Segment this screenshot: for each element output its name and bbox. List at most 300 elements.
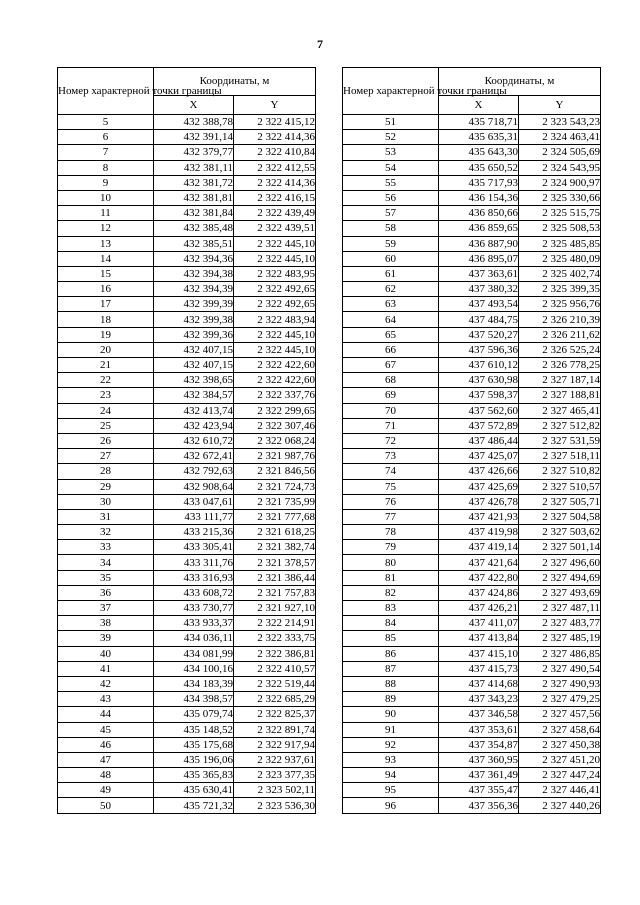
table-row: [343, 540, 601, 555]
y-coordinate-cell: 2 326 525,24: [519, 342, 601, 357]
x-coordinate-cell: 436 895,07: [439, 251, 519, 266]
table-row: [343, 676, 601, 691]
y-coordinate-cell: 2 322 445,10: [234, 236, 316, 251]
x-coordinate-cell: 432 398,65: [154, 373, 234, 388]
y-coordinate-cell: 2 327 501,14: [519, 540, 601, 555]
point-number-cell: 61: [343, 266, 439, 281]
table-row: [58, 707, 316, 722]
header-x: X: [439, 95, 519, 114]
header-coordinates: Координаты, м: [154, 68, 316, 96]
point-number-cell: 34: [58, 555, 154, 570]
table-row: [343, 282, 601, 297]
y-coordinate-cell: 2 325 485,85: [519, 236, 601, 251]
point-number-cell: 75: [343, 479, 439, 494]
table-row: [58, 266, 316, 281]
table-row: [343, 342, 601, 357]
x-coordinate-cell: 437 425,07: [439, 449, 519, 464]
x-coordinate-cell: 437 419,14: [439, 540, 519, 555]
x-coordinate-cell: 432 379,77: [154, 145, 234, 160]
x-coordinate-cell: 436 859,65: [439, 221, 519, 236]
y-coordinate-cell: 2 322 414,36: [234, 130, 316, 145]
y-coordinate-cell: 2 322 410,84: [234, 145, 316, 160]
table-row: [58, 449, 316, 464]
point-number-cell: 15: [58, 266, 154, 281]
table-row: [343, 145, 601, 160]
point-number-cell: 53: [343, 145, 439, 160]
x-coordinate-cell: 432 381,81: [154, 190, 234, 205]
x-coordinate-cell: 432 381,11: [154, 160, 234, 175]
point-number-cell: 67: [343, 358, 439, 373]
table-row: [343, 646, 601, 661]
point-number-cell: 40: [58, 646, 154, 661]
x-coordinate-cell: 437 346,58: [439, 707, 519, 722]
table-row: [58, 631, 316, 646]
table-row: [58, 327, 316, 342]
x-coordinate-cell: 437 426,66: [439, 464, 519, 479]
y-coordinate-cell: 2 325 399,35: [519, 282, 601, 297]
point-number-cell: 86: [343, 646, 439, 661]
y-coordinate-cell: 2 326 211,62: [519, 327, 601, 342]
table-row: [58, 358, 316, 373]
point-number-cell: 51: [343, 115, 439, 130]
table-row: [343, 403, 601, 418]
y-coordinate-cell: 2 327 465,41: [519, 403, 601, 418]
table-row: [343, 722, 601, 737]
y-coordinate-cell: 2 322 416,15: [234, 190, 316, 205]
x-coordinate-cell: 437 598,37: [439, 388, 519, 403]
table-row: [58, 646, 316, 661]
point-number-cell: 8: [58, 160, 154, 175]
y-coordinate-cell: 2 322 386,81: [234, 646, 316, 661]
table-row: [343, 783, 601, 798]
y-coordinate-cell: 2 327 512,82: [519, 418, 601, 433]
x-coordinate-cell: 432 908,64: [154, 479, 234, 494]
table-row: [58, 783, 316, 798]
point-number-cell: 89: [343, 692, 439, 707]
table-row: [343, 661, 601, 676]
point-number-cell: 14: [58, 251, 154, 266]
table-row: [58, 418, 316, 433]
table-row: [58, 221, 316, 236]
y-coordinate-cell: 2 321 987,76: [234, 449, 316, 464]
x-coordinate-cell: 437 361,49: [439, 768, 519, 783]
x-coordinate-cell: 437 630,98: [439, 373, 519, 388]
y-coordinate-cell: 2 327 485,19: [519, 631, 601, 646]
point-number-cell: 9: [58, 175, 154, 190]
point-number-cell: 45: [58, 722, 154, 737]
point-number-cell: 22: [58, 373, 154, 388]
table-row: [58, 342, 316, 357]
point-number-cell: 64: [343, 312, 439, 327]
x-coordinate-cell: 432 384,57: [154, 388, 234, 403]
x-coordinate-cell: 432 407,15: [154, 342, 234, 357]
table-row: [343, 373, 601, 388]
table-row: [343, 433, 601, 448]
point-number-cell: 44: [58, 707, 154, 722]
table-row: [58, 752, 316, 767]
point-number-cell: 95: [343, 783, 439, 798]
table-row: [343, 418, 601, 433]
table-row: [343, 236, 601, 251]
point-number-cell: 39: [58, 631, 154, 646]
x-coordinate-cell: 432 388,78: [154, 115, 234, 130]
table-row: [58, 130, 316, 145]
y-coordinate-cell: 2 324 543,95: [519, 160, 601, 175]
y-coordinate-cell: 2 322 492,65: [234, 297, 316, 312]
x-coordinate-cell: 437 353,61: [439, 722, 519, 737]
table-row: [58, 312, 316, 327]
x-coordinate-cell: 435 650,52: [439, 160, 519, 175]
x-coordinate-cell: 432 610,72: [154, 433, 234, 448]
point-number-cell: 35: [58, 570, 154, 585]
table-row: [343, 585, 601, 600]
y-coordinate-cell: 2 325 330,66: [519, 190, 601, 205]
x-coordinate-cell: 432 399,36: [154, 327, 234, 342]
point-number-cell: 49: [58, 783, 154, 798]
x-coordinate-cell: 437 596,36: [439, 342, 519, 357]
y-coordinate-cell: 2 322 439,51: [234, 221, 316, 236]
x-coordinate-cell: 432 394,38: [154, 266, 234, 281]
y-coordinate-cell: 2 322 068,24: [234, 433, 316, 448]
point-number-cell: 41: [58, 661, 154, 676]
x-coordinate-cell: 437 354,87: [439, 737, 519, 752]
y-coordinate-cell: 2 321 846,56: [234, 464, 316, 479]
x-coordinate-cell: 433 311,76: [154, 555, 234, 570]
y-coordinate-cell: 2 327 490,54: [519, 661, 601, 676]
point-number-cell: 72: [343, 433, 439, 448]
x-coordinate-cell: 435 643,30: [439, 145, 519, 160]
x-coordinate-cell: 435 079,74: [154, 707, 234, 722]
x-coordinate-cell: 433 608,72: [154, 585, 234, 600]
point-number-cell: 38: [58, 616, 154, 631]
y-coordinate-cell: 2 327 510,57: [519, 479, 601, 494]
y-coordinate-cell: 2 322 445,10: [234, 327, 316, 342]
table-row: [58, 115, 316, 130]
point-number-cell: 24: [58, 403, 154, 418]
table-row: [343, 464, 601, 479]
header-x: X: [154, 95, 234, 114]
y-coordinate-cell: 2 327 510,82: [519, 464, 601, 479]
point-number-cell: 46: [58, 737, 154, 752]
point-number-cell: 92: [343, 737, 439, 752]
table-row: [343, 768, 601, 783]
header-point-number: Номер характерной точки границы: [343, 68, 439, 115]
y-coordinate-cell: 2 325 402,74: [519, 266, 601, 281]
y-coordinate-cell: 2 327 504,58: [519, 509, 601, 524]
table-row: [58, 585, 316, 600]
point-number-cell: 33: [58, 540, 154, 555]
x-coordinate-cell: 433 111,77: [154, 509, 234, 524]
point-number-cell: 18: [58, 312, 154, 327]
point-number-cell: 68: [343, 373, 439, 388]
x-coordinate-cell: 433 215,36: [154, 525, 234, 540]
point-number-cell: 12: [58, 221, 154, 236]
table-row: [58, 601, 316, 616]
y-coordinate-cell: 2 322 412,55: [234, 160, 316, 175]
point-number-cell: 58: [343, 221, 439, 236]
point-number-cell: 94: [343, 768, 439, 783]
table-row: [58, 433, 316, 448]
x-coordinate-cell: 433 730,77: [154, 601, 234, 616]
point-number-cell: 85: [343, 631, 439, 646]
x-coordinate-cell: 435 630,41: [154, 783, 234, 798]
point-number-cell: 37: [58, 601, 154, 616]
point-number-cell: 25: [58, 418, 154, 433]
x-coordinate-cell: 437 484,75: [439, 312, 519, 327]
x-coordinate-cell: 432 381,84: [154, 206, 234, 221]
y-coordinate-cell: 2 327 487,11: [519, 601, 601, 616]
x-coordinate-cell: 437 422,80: [439, 570, 519, 585]
table-body-left: [58, 115, 316, 814]
y-coordinate-cell: 2 322 214,91: [234, 616, 316, 631]
table-row: [58, 175, 316, 190]
point-number-cell: 13: [58, 236, 154, 251]
y-coordinate-cell: 2 327 187,14: [519, 373, 601, 388]
y-coordinate-cell: 2 321 927,10: [234, 601, 316, 616]
point-number-cell: 79: [343, 540, 439, 555]
y-coordinate-cell: 2 321 386,44: [234, 570, 316, 585]
y-coordinate-cell: 2 322 337,76: [234, 388, 316, 403]
point-number-cell: 20: [58, 342, 154, 357]
point-number-cell: 54: [343, 160, 439, 175]
y-coordinate-cell: 2 327 518,11: [519, 449, 601, 464]
table-row: [343, 601, 601, 616]
point-number-cell: 63: [343, 297, 439, 312]
y-coordinate-cell: 2 323 543,23: [519, 115, 601, 130]
x-coordinate-cell: 433 316,93: [154, 570, 234, 585]
table-row: [343, 175, 601, 190]
y-coordinate-cell: 2 322 410,57: [234, 661, 316, 676]
table-row: [343, 525, 601, 540]
y-coordinate-cell: 2 322 917,94: [234, 737, 316, 752]
point-number-cell: 30: [58, 494, 154, 509]
x-coordinate-cell: 434 036,11: [154, 631, 234, 646]
x-coordinate-cell: 432 391,14: [154, 130, 234, 145]
point-number-cell: 55: [343, 175, 439, 190]
y-coordinate-cell: 2 327 496,60: [519, 555, 601, 570]
table-row: [343, 327, 601, 342]
y-coordinate-cell: 2 327 457,56: [519, 707, 601, 722]
x-coordinate-cell: 434 183,39: [154, 676, 234, 691]
x-coordinate-cell: 437 356,36: [439, 798, 519, 813]
y-coordinate-cell: 2 322 685,29: [234, 692, 316, 707]
y-coordinate-cell: 2 321 757,83: [234, 585, 316, 600]
coordinates-table-left: [57, 67, 316, 814]
point-number-cell: 10: [58, 190, 154, 205]
point-number-cell: 31: [58, 509, 154, 524]
table-row: [343, 737, 601, 752]
x-coordinate-cell: 433 933,37: [154, 616, 234, 631]
point-number-cell: 42: [58, 676, 154, 691]
x-coordinate-cell: 437 426,78: [439, 494, 519, 509]
table-row: [343, 707, 601, 722]
y-coordinate-cell: 2 327 188,81: [519, 388, 601, 403]
y-coordinate-cell: 2 322 483,94: [234, 312, 316, 327]
table-row: [58, 282, 316, 297]
y-coordinate-cell: 2 322 422,60: [234, 373, 316, 388]
table-row: [58, 160, 316, 175]
x-coordinate-cell: 432 413,74: [154, 403, 234, 418]
x-coordinate-cell: 432 407,15: [154, 358, 234, 373]
table-row: [58, 692, 316, 707]
table-row: [58, 206, 316, 221]
page-number: 7: [317, 37, 323, 51]
y-coordinate-cell: 2 325 508,53: [519, 221, 601, 236]
y-coordinate-cell: 2 322 422,60: [234, 358, 316, 373]
x-coordinate-cell: 435 365,83: [154, 768, 234, 783]
y-coordinate-cell: 2 327 440,26: [519, 798, 601, 813]
table-row: [58, 297, 316, 312]
y-coordinate-cell: 2 324 463,41: [519, 130, 601, 145]
table-row: [343, 570, 601, 585]
y-coordinate-cell: 2 325 515,75: [519, 206, 601, 221]
point-number-cell: 84: [343, 616, 439, 631]
y-coordinate-cell: 2 327 493,69: [519, 585, 601, 600]
x-coordinate-cell: 437 343,23: [439, 692, 519, 707]
y-coordinate-cell: 2 327 458,64: [519, 722, 601, 737]
header-y: Y: [234, 95, 316, 114]
point-number-cell: 90: [343, 707, 439, 722]
y-coordinate-cell: 2 325 956,76: [519, 297, 601, 312]
point-number-cell: 80: [343, 555, 439, 570]
point-number-cell: 56: [343, 190, 439, 205]
point-number-cell: 69: [343, 388, 439, 403]
point-number-cell: 21: [58, 358, 154, 373]
table-row: [343, 206, 601, 221]
point-number-cell: 32: [58, 525, 154, 540]
header-coordinates: Координаты, м: [439, 68, 601, 96]
point-number-cell: 66: [343, 342, 439, 357]
point-number-cell: 6: [58, 130, 154, 145]
y-coordinate-cell: 2 327 483,77: [519, 616, 601, 631]
point-number-cell: 23: [58, 388, 154, 403]
point-number-cell: 88: [343, 676, 439, 691]
point-number-cell: 43: [58, 692, 154, 707]
table-row: [58, 555, 316, 570]
x-coordinate-cell: 432 399,39: [154, 297, 234, 312]
y-coordinate-cell: 2 325 480,09: [519, 251, 601, 266]
table-row: [343, 312, 601, 327]
point-number-cell: 48: [58, 768, 154, 783]
table-row: [58, 373, 316, 388]
y-coordinate-cell: 2 323 377,35: [234, 768, 316, 783]
x-coordinate-cell: 435 635,31: [439, 130, 519, 145]
point-number-cell: 91: [343, 722, 439, 737]
table-row: [58, 616, 316, 631]
table-row: [343, 221, 601, 236]
y-coordinate-cell: 2 322 333,75: [234, 631, 316, 646]
table-row: [343, 266, 601, 281]
x-coordinate-cell: 437 424,86: [439, 585, 519, 600]
x-coordinate-cell: 433 305,41: [154, 540, 234, 555]
point-number-cell: 11: [58, 206, 154, 221]
point-number-cell: 16: [58, 282, 154, 297]
y-coordinate-cell: 2 321 618,25: [234, 525, 316, 540]
table-row: [58, 798, 316, 813]
table-row: [58, 403, 316, 418]
table-row: [343, 297, 601, 312]
y-coordinate-cell: 2 322 937,61: [234, 752, 316, 767]
x-coordinate-cell: 437 415,73: [439, 661, 519, 676]
table-row: [343, 190, 601, 205]
x-coordinate-cell: 434 398,57: [154, 692, 234, 707]
table-row: [58, 145, 316, 160]
table-row: [343, 251, 601, 266]
x-coordinate-cell: 437 493,54: [439, 297, 519, 312]
y-coordinate-cell: 2 322 415,12: [234, 115, 316, 130]
table-row: [343, 494, 601, 509]
point-number-cell: 52: [343, 130, 439, 145]
x-coordinate-cell: 437 486,44: [439, 433, 519, 448]
table-row: [58, 570, 316, 585]
y-coordinate-cell: 2 322 307,46: [234, 418, 316, 433]
y-coordinate-cell: 2 322 492,65: [234, 282, 316, 297]
table-row: [58, 509, 316, 524]
x-coordinate-cell: 432 399,38: [154, 312, 234, 327]
point-number-cell: 93: [343, 752, 439, 767]
point-number-cell: 74: [343, 464, 439, 479]
y-coordinate-cell: 2 321 735,99: [234, 494, 316, 509]
table-row: [58, 251, 316, 266]
x-coordinate-cell: 437 419,98: [439, 525, 519, 540]
y-coordinate-cell: 2 321 382,74: [234, 540, 316, 555]
table-row: [343, 358, 601, 373]
x-coordinate-cell: 432 672,41: [154, 449, 234, 464]
x-coordinate-cell: 432 394,36: [154, 251, 234, 266]
table-row: [343, 130, 601, 145]
y-coordinate-cell: 2 322 414,36: [234, 175, 316, 190]
point-number-cell: 78: [343, 525, 439, 540]
point-number-cell: 83: [343, 601, 439, 616]
y-coordinate-cell: 2 327 479,25: [519, 692, 601, 707]
table-row: [343, 555, 601, 570]
table-row: [343, 479, 601, 494]
x-coordinate-cell: 437 411,07: [439, 616, 519, 631]
x-coordinate-cell: 432 394,39: [154, 282, 234, 297]
point-number-cell: 82: [343, 585, 439, 600]
table-row: [58, 464, 316, 479]
x-coordinate-cell: 437 562,60: [439, 403, 519, 418]
coordinates-table-right: [342, 67, 601, 814]
x-coordinate-cell: 435 148,52: [154, 722, 234, 737]
y-coordinate-cell: 2 322 825,37: [234, 707, 316, 722]
table-row: [58, 479, 316, 494]
point-number-cell: 65: [343, 327, 439, 342]
y-coordinate-cell: 2 326 210,39: [519, 312, 601, 327]
point-number-cell: 60: [343, 251, 439, 266]
table-row: [343, 449, 601, 464]
point-number-cell: 5: [58, 115, 154, 130]
table-row: [343, 631, 601, 646]
x-coordinate-cell: 436 154,36: [439, 190, 519, 205]
point-number-cell: 57: [343, 206, 439, 221]
table-row: [58, 737, 316, 752]
table-row: [343, 160, 601, 175]
x-coordinate-cell: 437 520,27: [439, 327, 519, 342]
x-coordinate-cell: 437 360,95: [439, 752, 519, 767]
x-coordinate-cell: 434 100,16: [154, 661, 234, 676]
table-row: [58, 540, 316, 555]
point-number-cell: 62: [343, 282, 439, 297]
point-number-cell: 27: [58, 449, 154, 464]
x-coordinate-cell: 432 385,51: [154, 236, 234, 251]
point-number-cell: 17: [58, 297, 154, 312]
y-coordinate-cell: 2 327 494,69: [519, 570, 601, 585]
point-number-cell: 47: [58, 752, 154, 767]
x-coordinate-cell: 437 426,21: [439, 601, 519, 616]
table-row: [58, 661, 316, 676]
y-coordinate-cell: 2 327 486,85: [519, 646, 601, 661]
